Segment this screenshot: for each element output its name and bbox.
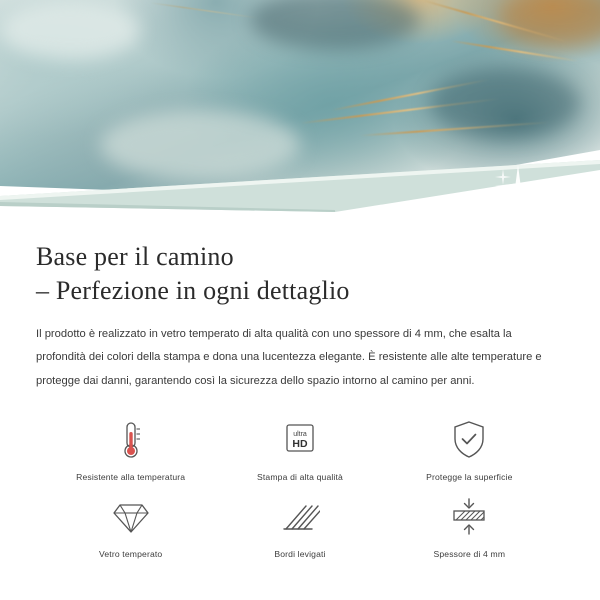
description-paragraph: Il prodotto è realizzato in vetro temperato di alta qualità con uno spessore di 4 mm, che esalta la profondità dei colori della stampa e dona una lucentezza elegante. È resistente alle alte temperature e protegge dai danni, garantendo così la sicurezza dello spazio intorno al camino per anni. xyxy=(36,327,542,387)
feature-item xyxy=(46,419,215,482)
thermometer-icon xyxy=(114,419,148,463)
svg-text:HD: HD xyxy=(292,438,308,451)
headline-line-1: Base per il camino xyxy=(36,242,234,271)
diamond-icon xyxy=(110,496,152,540)
hero-image xyxy=(0,0,600,222)
feature-label: Stampa di alta qualità xyxy=(257,472,343,483)
marble-artwork xyxy=(0,0,600,198)
page-title xyxy=(36,240,564,309)
sparkle-icon xyxy=(495,165,541,207)
feature-label: Vetro temperato xyxy=(98,549,163,560)
text-content xyxy=(0,222,600,559)
feature-item xyxy=(215,496,384,559)
headline-line-2: – Perfezione in ogni dettaglio xyxy=(36,276,350,306)
feature-item xyxy=(215,419,384,482)
feature-item xyxy=(385,496,554,559)
ultra-hd-icon xyxy=(280,419,320,463)
svg-text:ultra: ultra xyxy=(293,431,307,439)
feature-label: Resistente alla temperatura xyxy=(76,472,186,483)
thickness-icon xyxy=(448,496,490,540)
feature-label: Protegge la superficie xyxy=(426,472,513,483)
feature-item xyxy=(46,496,215,559)
feature-item xyxy=(385,419,554,482)
feature-grid xyxy=(36,419,564,559)
feature-label: Spessore di 4 mm xyxy=(433,549,506,560)
shield-check-icon xyxy=(451,419,487,463)
feature-label: Bordi levigati xyxy=(274,549,326,560)
polished-edges-icon xyxy=(280,496,320,540)
